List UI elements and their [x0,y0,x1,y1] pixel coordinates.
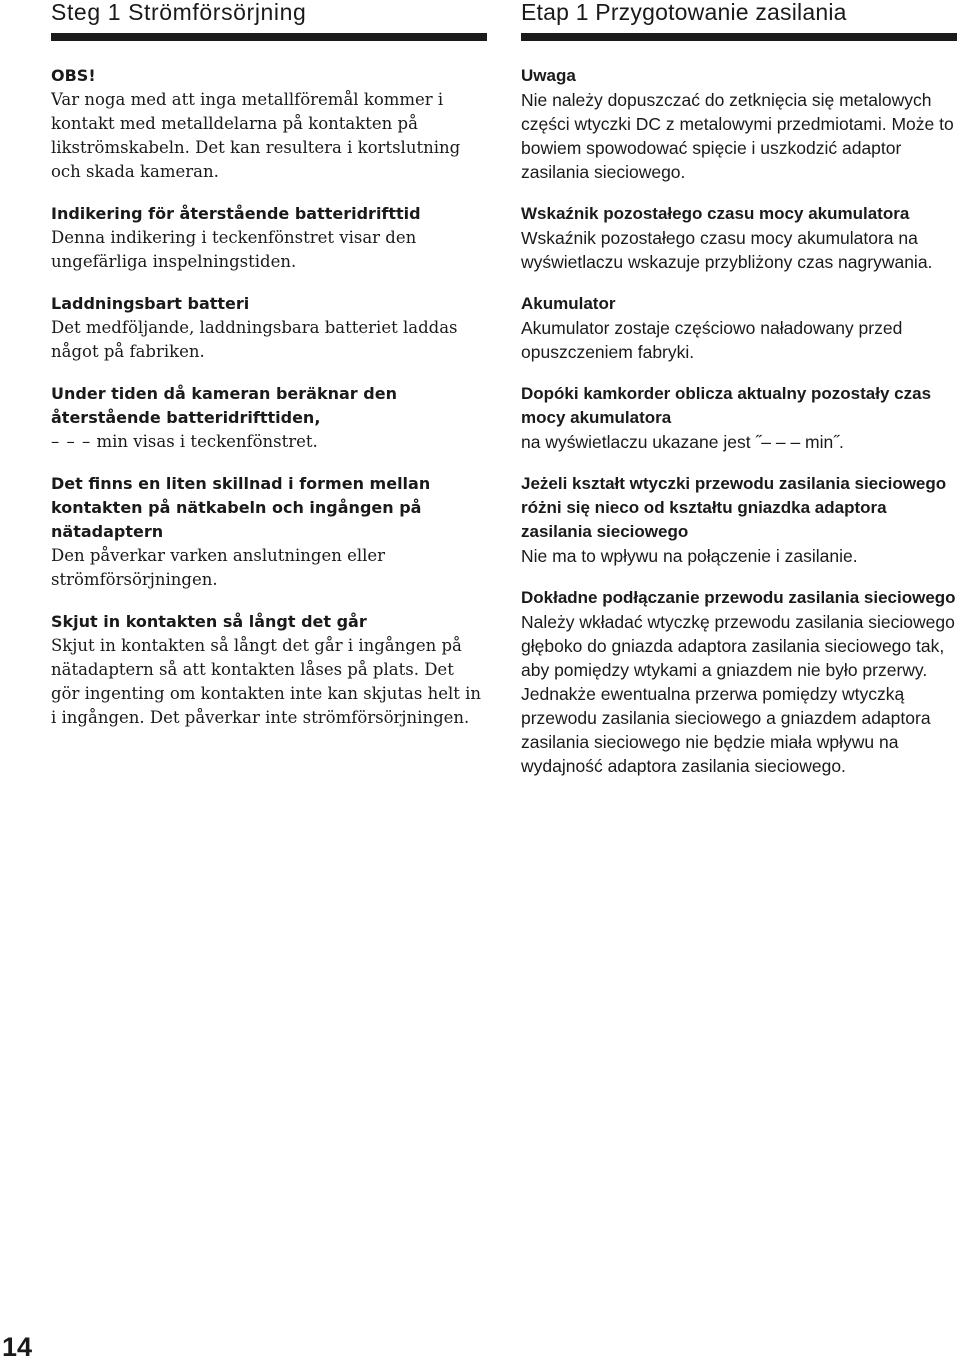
dash-indicator: – – – [51,432,92,451]
section-body: Akumulator zostaje częściowo naładowany przed opuszczeniem fabryki. [521,318,903,362]
section-heading: Dokładne podłączanie przewodu zasilania sieciowego [521,588,956,607]
section-heading: Laddningsbart batteri [51,294,250,313]
section-body: Należy wkładać wtyczkę przewodu zasilania sieciowego głęboko do gniazda adaptora zasilania sieciowego tak, aby pomiędzy wtykami a gniazdem nie było przerwy. Jednakże ewentualna przerwa pomiędzy wtyczką przewodu zasilania sieciowego a gniazdem adaptora zasilania sieciowego nie będzie miała wpływu na wydajność adaptora zasilania sieciowego. [521,612,955,776]
polish-calculating-section [521,382,957,454]
page-number: 14 [2,1332,33,1362]
section-body [51,430,487,454]
polish-battery-indicator-section [521,202,957,274]
section-heading: Under tiden då kameran beräknar den återstående batteridrifttiden, [51,384,397,427]
section-heading: Akumulator [521,294,616,313]
section-body: Var noga med att inga metallföremål kommer i kontakt med metalldelarna på kontakten på likströmskabeln. Det kan resultera i kortslutning och skada kameran. [51,90,461,181]
section-heading: Uwaga [521,66,576,85]
polish-title: Etap 1 Przygotowanie zasilania [521,0,847,25]
section-heading: OBS! [51,66,96,85]
swedish-note-section [51,64,487,184]
section-body: Wskaźnik pozostałego czasu mocy akumulatora na wyświetlaczu wskazuje przybliżony czas nagrywania. [521,228,933,272]
section-body: Det medföljande, laddningsbara batteriet laddas något på fabriken. [51,318,458,361]
section-body: Nie ma to wpływu na połączenie i zasilanie. [521,546,858,566]
polish-note-section [521,64,957,184]
section-body: Skjut in kontakten så långt det går i ingången på nätadaptern så att kontakten låses på plats. Det gör ingenting om kontakten inte kan skjutas helt in i ingången. Det påverkar inte strömförsörjningen. [51,636,482,727]
swedish-title: Steg 1 Strömförsörjning [51,0,307,25]
swedish-battery-indicator-section [51,202,487,274]
polish-title-rule [521,33,957,41]
section-heading: Wskaźnik pozostałego czasu mocy akumulatora [521,204,910,223]
section-body: Nie należy dopuszczać do zetknięcia się metalowych części wtyczki DC z metalowymi przedmiotami. Może to bowiem spowodować spięcie i uszkodzić adaptor zasilania sieciowego. [521,90,954,182]
swedish-plug-shape-section [51,472,487,592]
section-body: na wyświetlaczu ukazane jest ˝– – – min˝. [521,432,844,452]
swedish-push-in-section [51,610,487,730]
section-body: Denna indikering i teckenfönstret visar den ungefärliga inspelningstiden. [51,228,417,271]
swedish-title-rule [51,33,487,41]
polish-connect-section [521,586,957,778]
swedish-rechargeable-battery-section [51,292,487,364]
polish-column [521,0,957,796]
polish-plug-shape-section [521,472,957,568]
section-body-text: min visas i teckenfönstret. [96,432,318,451]
section-heading: Indikering för återstående batteridrifttid [51,204,421,223]
swedish-column [51,0,487,748]
section-heading: Dopóki kamkorder oblicza aktualny pozostały czas mocy akumulatora [521,384,932,427]
swedish-calculating-section [51,382,487,454]
polish-battery-section [521,292,957,364]
section-body: Den påverkar varken anslutningen eller strömförsörjningen. [51,546,386,589]
section-heading: Det finns en liten skillnad i formen mellan kontakten på nätkabeln och ingången på nätadaptern [51,474,431,541]
section-heading: Jeżeli kształt wtyczki przewodu zasilania sieciowego różni się nieco od kształtu gniazdka adaptora zasilania sieciowego [521,474,947,541]
section-heading: Skjut in kontakten så långt det går [51,612,367,631]
